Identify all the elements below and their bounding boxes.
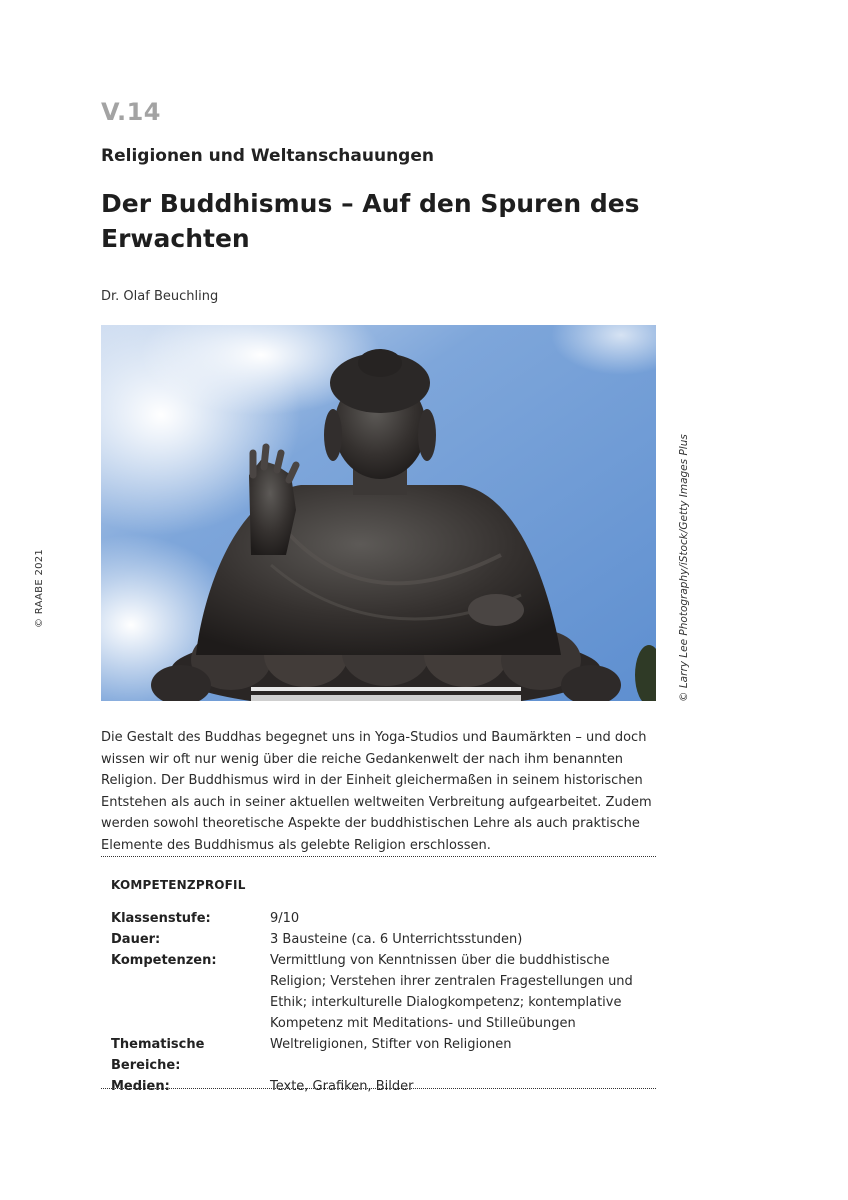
copyright-side-note: © RAABE 2021 xyxy=(34,548,45,628)
dotted-divider-top xyxy=(101,856,656,857)
profile-label: Thematische Bereiche: xyxy=(111,1037,205,1073)
profile-value: 3 Bausteine (ca. 6 Unterrichtsstunden) xyxy=(270,932,523,947)
profile-label: Kompetenzen: xyxy=(111,953,217,968)
profile-row xyxy=(111,929,651,950)
chapter-number: V.14 xyxy=(101,98,161,126)
profile-row xyxy=(111,908,651,929)
profile-value: Weltreligionen, Stifter von Religionen xyxy=(270,1037,512,1052)
profile-value: 9/10 xyxy=(270,911,300,926)
profile-row xyxy=(111,1076,651,1097)
profile-row xyxy=(111,1034,651,1076)
author-name: Dr. Olaf Beuchling xyxy=(101,289,219,304)
page-title: Der Buddhismus – Auf den Spuren des Erwachten xyxy=(101,189,640,253)
profile-row xyxy=(111,950,651,1034)
photo-credit: © Larry Lee Photography/iStock/Getty Images Plus xyxy=(678,434,690,702)
dotted-divider-bottom xyxy=(101,1088,656,1089)
intro-paragraph: Die Gestalt des Buddhas begegnet uns in Yoga-Studios und Baumärkten – und doch wissen wir oft nur wenig über die reiche Gedankenwelt der nach ihm benannten Religion. Der Buddhismus wird in der Einheit gleichermaßen in seinem historischen Entstehen als auch in seiner aktuellen weltweiten Verbreitung aufgearbeitet. Zudem werden sowohl theoretische Aspekte der buddhistischen Lehre als auch praktische Elemente des Buddhismus als gelebte Religion erschlossen. xyxy=(101,730,652,853)
profile-label: Medien: xyxy=(111,1079,170,1094)
profile-heading: KOMPETENZPROFIL xyxy=(111,878,246,892)
profile-label: Dauer: xyxy=(111,932,161,947)
profile-value: Texte, Grafiken, Bilder xyxy=(270,1079,414,1094)
competence-profile xyxy=(111,908,651,1097)
profile-label: Klassenstufe: xyxy=(111,911,211,926)
profile-value: Vermittlung von Kenntnissen über die buddhistische Religion; Verstehen ihrer zentralen Fragestellungen und Ethik; interkulturelle Dialogkompetenz; kontemplative Kompetenz mit Meditations- und Stilleübungen xyxy=(270,953,633,1031)
series-title: Religionen und Weltanschauungen xyxy=(101,146,434,166)
buddha-photo xyxy=(101,325,656,701)
